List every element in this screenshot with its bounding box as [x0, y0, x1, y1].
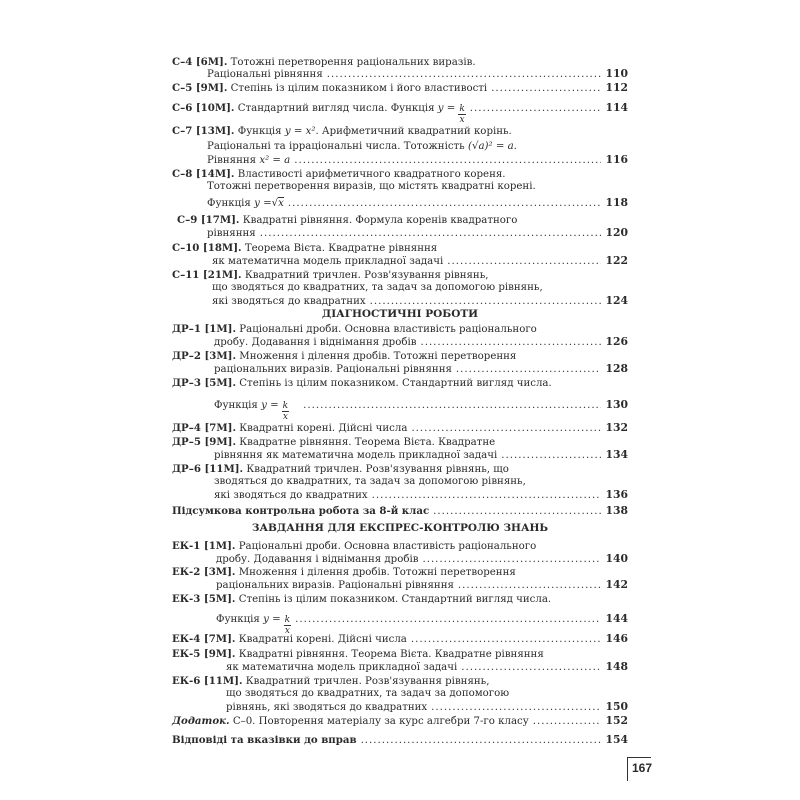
- dot-leader: [260, 227, 602, 241]
- entry-title: які зводяться до квадратних: [212, 296, 366, 307]
- entry-title: Квадратні корені. Дійсні числа: [239, 423, 408, 434]
- page-ref: 110: [605, 67, 628, 80]
- entry-code: С–11 [21М].: [172, 269, 242, 281]
- entry-title: зводяться до квадратних, та задач за допомогою рівнянь,: [214, 476, 526, 487]
- toc-entry-c5[interactable]: [172, 81, 628, 95]
- formula: y =: [254, 198, 272, 209]
- page-ref: 144: [605, 612, 628, 625]
- dot-leader: [288, 197, 602, 211]
- numerator: k: [284, 615, 291, 625]
- toc-entry-c10[interactable]: [172, 241, 628, 255]
- page-ref: 140: [605, 552, 628, 565]
- entry-title: Тотожні перетворення виразів, що містять квадратні корені.: [207, 181, 536, 192]
- toc-entry-dr3[interactable]: [172, 376, 628, 390]
- entry-title: рівняння: [207, 228, 256, 239]
- entry-code: ДР–1 [1М].: [172, 323, 237, 335]
- entry-title: Множення і ділення дробів. Тотожні перетворення: [238, 567, 516, 578]
- toc-entry-c8-line[interactable]: [207, 196, 628, 210]
- toc-entry-ek4[interactable]: [172, 632, 628, 646]
- entry-title: Теорема Вієта. Квадратне рівняння: [244, 243, 438, 254]
- entry-code: С–4 [6М].: [172, 56, 228, 68]
- section-heading-diagnostic: ДІАГНОСТИЧНІ РОБОТИ: [321, 308, 479, 320]
- formula-word: Функція: [214, 400, 258, 411]
- entry-title: раціональних виразів. Раціональні рівняння: [214, 364, 452, 375]
- toc-entry-ek3-line[interactable]: [216, 612, 628, 636]
- toc-entry-ek6-line[interactable]: [226, 687, 628, 701]
- entry-title: як математична модель прикладної задачі: [226, 662, 458, 673]
- formula: y =: [437, 103, 456, 114]
- entry-title: дробу. Додавання і віднімання дробів: [216, 554, 419, 565]
- page-ref: 124: [605, 294, 628, 307]
- toc-entry-dr6-line[interactable]: [214, 488, 628, 502]
- page-ref: 128: [605, 362, 628, 375]
- entry-code: ЕК-4 [7М].: [172, 633, 236, 645]
- dot-leader: [461, 661, 601, 675]
- entry-code: ЕК-3 [5М].: [172, 593, 236, 605]
- dot-leader: [433, 505, 601, 519]
- page-ref: 116: [605, 153, 628, 166]
- entry-title: рівняння як математична модель прикладної задачі: [214, 450, 498, 461]
- page-ref: 126: [605, 335, 628, 348]
- toc-entry-dr1[interactable]: [172, 322, 628, 336]
- dot-leader: [294, 154, 601, 168]
- page-ref: 138: [605, 504, 628, 517]
- entry-code: С–10 [18М].: [172, 242, 242, 254]
- entry-code: ДР–3 [5М].: [172, 377, 237, 389]
- entry-title: Функція: [237, 126, 282, 137]
- toc-entry-final-test[interactable]: [172, 504, 628, 518]
- toc-entry-c7-line[interactable]: [207, 153, 628, 167]
- entry-title: Властивості арифметичного квадратного кореня.: [237, 169, 506, 180]
- toc-entry-dr6-line[interactable]: [214, 475, 628, 489]
- numerator: k: [282, 401, 289, 411]
- entry-code: С–7 [13М].: [172, 125, 235, 137]
- entry-code: С–6 [10М].: [172, 102, 235, 114]
- entry-code: ДР–4 [7М].: [172, 422, 237, 434]
- entry-title: Рівняння: [207, 155, 257, 166]
- formula: y = x²: [284, 126, 316, 137]
- toc-entry-c11-line[interactable]: [212, 281, 628, 295]
- toc-entry-dr5[interactable]: [172, 435, 628, 449]
- toc-entry-c4-line[interactable]: [207, 67, 628, 81]
- dot-leader: [458, 579, 602, 593]
- dot-leader: [361, 734, 602, 748]
- dot-leader: [533, 715, 602, 729]
- entry-title: Множення і ділення дробів. Тотожні перетворення: [239, 351, 517, 362]
- dot-leader: [447, 255, 601, 269]
- dot-leader: [411, 633, 602, 647]
- formula: (√a)² = a.: [467, 141, 517, 152]
- page-ref: 146: [605, 632, 628, 645]
- fraction-k-over-x: [458, 104, 465, 125]
- dot-leader: [295, 613, 601, 627]
- formula: y =: [261, 400, 279, 411]
- entry-title: Підсумкова контрольна робота за 8-й клас: [172, 505, 430, 517]
- formula-word: Функція: [207, 198, 251, 209]
- entry-title: що зводяться до квадратних, та задач за допомогою: [226, 688, 510, 699]
- entry-title: С–0. Повторення матеріалу за курс алгебри 7-го класу: [232, 716, 529, 727]
- entry-title: рівнянь, які зводяться до квадратних: [226, 702, 428, 713]
- page-ref: 132: [605, 421, 628, 434]
- dot-leader: [327, 68, 602, 82]
- entry-title: Степінь із цілим показником і його властивості: [230, 83, 488, 94]
- toc-entry-ek5-line[interactable]: [226, 660, 628, 674]
- dot-leader: [372, 489, 602, 503]
- toc-entry-ek6-line[interactable]: [226, 700, 628, 714]
- toc-entry-dr4[interactable]: [172, 421, 628, 435]
- entry-title: Степінь із цілим показником. Стандартний вигляд числа.: [238, 594, 552, 605]
- entry-code: ЕК-2 [3М].: [172, 566, 236, 578]
- fraction-k-over-x: [282, 401, 289, 422]
- toc-entry-c9-line[interactable]: [207, 226, 628, 240]
- numerator: k: [459, 104, 465, 114]
- page-ref: 118: [605, 196, 628, 209]
- toc-entry-c11-line[interactable]: [212, 294, 628, 308]
- formula: x² = a: [259, 155, 291, 166]
- toc-entry-ek2[interactable]: [172, 565, 628, 579]
- entry-code: ЕК-6 [11М].: [172, 675, 243, 687]
- page-ref: 120: [605, 226, 628, 239]
- toc-entry-c8[interactable]: [172, 167, 628, 181]
- entry-code: С–9 [17М].: [177, 214, 240, 226]
- dot-leader: [411, 422, 601, 436]
- toc-entry-c11[interactable]: [172, 268, 628, 282]
- entry-title: Квадратний тричлен. Розв'язування рівнянь, що: [246, 464, 509, 475]
- entry-title: Квадратні рівняння. Формула коренів квадратного: [242, 215, 518, 226]
- dot-leader: [501, 449, 601, 463]
- entry-title: Раціональні дроби. Основна властивість раціонального: [239, 324, 537, 335]
- entry-code: ДР–6 [11М].: [172, 463, 244, 475]
- page-ref: 150: [605, 700, 628, 713]
- entry-title: Тотожні перетворення раціональних виразів.: [230, 57, 476, 68]
- entry-title: . Арифметичний квадратний корінь.: [315, 126, 512, 137]
- entry-title: Степінь із цілим показником. Стандартний вигляд числа.: [239, 378, 552, 389]
- page-ref: 148: [605, 660, 628, 673]
- toc-entry-ek6[interactable]: [172, 674, 628, 688]
- entry-title: Раціональні рівняння: [207, 69, 323, 80]
- entry-code: С–8 [14М].: [172, 168, 235, 180]
- entry-title: як математична модель прикладної задачі: [212, 256, 444, 267]
- toc-entry-c10-line[interactable]: [212, 254, 628, 268]
- dot-leader: [456, 363, 602, 377]
- toc-entry-dr3-line[interactable]: [214, 398, 628, 422]
- page-ref: 136: [605, 488, 628, 501]
- dot-leader: [303, 399, 601, 413]
- toc-entry-dr6[interactable]: [172, 462, 628, 476]
- dot-leader: [491, 82, 601, 96]
- toc-entry-ek1-line[interactable]: [216, 552, 628, 566]
- entry-title: раціональних виразів. Раціональні рівняння: [216, 580, 454, 591]
- formula-word: Функція: [216, 614, 260, 625]
- page-ref: 112: [605, 81, 628, 94]
- entry-title: Квадратний тричлен. Розв'язування рівнянь,: [245, 676, 490, 687]
- formula-word: Функція: [390, 103, 435, 114]
- dot-leader: [420, 336, 601, 350]
- toc-entry-dr2-line[interactable]: [214, 362, 628, 376]
- dot-leader: [470, 102, 602, 116]
- toc-entry-dr5-line[interactable]: [214, 448, 628, 462]
- toc-entry-ek5[interactable]: [172, 647, 628, 661]
- entry-title: Раціональні та ірраціональні числа. Тотожність: [207, 141, 465, 152]
- page-ref: 142: [605, 578, 628, 591]
- page-ref: 152: [605, 714, 628, 727]
- page-ref: 130: [605, 398, 628, 411]
- entry-code: ДР–5 [9М].: [172, 436, 237, 448]
- page-number: 167: [627, 757, 651, 781]
- toc-entry-c8-line[interactable]: [207, 180, 628, 194]
- toc-entry-answers[interactable]: [172, 733, 628, 747]
- formula: y =: [263, 614, 281, 625]
- entry-title: які зводяться до квадратних: [214, 490, 368, 501]
- appendix-label: Додаток.: [172, 715, 230, 727]
- denominator: x: [282, 412, 288, 422]
- entry-code: ЕК-5 [9М].: [172, 648, 236, 660]
- page-ref: 134: [605, 448, 628, 461]
- page-ref: 154: [605, 733, 628, 746]
- entry-title: Квадратний тричлен. Розв'язування рівнянь,: [244, 270, 489, 281]
- toc-entry-c7-line[interactable]: [207, 140, 628, 154]
- toc-entry-c6[interactable]: [172, 101, 628, 125]
- toc-entry-dr2[interactable]: [172, 349, 628, 363]
- toc-entry-c7[interactable]: [172, 124, 628, 138]
- toc-entry-c9[interactable]: [177, 213, 628, 227]
- page-ref: 122: [605, 254, 628, 267]
- entry-title: Квадратні корені. Дійсні числа: [238, 634, 407, 645]
- toc-entry-appendix[interactable]: [172, 714, 628, 728]
- toc-entry-dr1-line[interactable]: [214, 335, 628, 349]
- entry-title: дробу. Додавання і віднімання дробів: [214, 337, 417, 348]
- entry-title: Раціональні дроби. Основна властивість раціонального: [238, 541, 537, 552]
- toc-entry-ek3[interactable]: [172, 592, 628, 606]
- entry-code: С–5 [9М].: [172, 82, 228, 94]
- denominator: x: [459, 115, 465, 125]
- entry-code: ЕК-1 [1М].: [172, 540, 236, 552]
- dot-leader: [431, 701, 601, 715]
- entry-code: ДР–2 [3М].: [172, 350, 237, 362]
- entry-title: Квадратні рівняння. Теорема Вієта. Квадратне рівняння: [238, 649, 544, 660]
- denominator: x: [284, 626, 290, 636]
- entry-title: Стандартний вигляд числа.: [237, 103, 388, 114]
- sqrt-x: √x: [271, 198, 284, 209]
- entry-title: що зводяться до квадратних, та задач за допомогою рівнянь,: [212, 282, 543, 293]
- entry-title: Відповіді та вказівки до вправ: [172, 734, 357, 746]
- toc-entry-ek1[interactable]: [172, 539, 628, 553]
- toc-entry-ek2-line[interactable]: [216, 578, 628, 592]
- section-heading-express: ЗАВДАННЯ ДЛЯ ЕКСПРЕС-КОНТРОЛЮ ЗНАНЬ: [251, 522, 549, 534]
- dot-leader: [370, 295, 602, 309]
- radicand: x: [278, 198, 284, 209]
- page-ref: 114: [605, 101, 628, 114]
- entry-title: Квадратне рівняння. Теорема Вієта. Квадратне: [239, 437, 496, 448]
